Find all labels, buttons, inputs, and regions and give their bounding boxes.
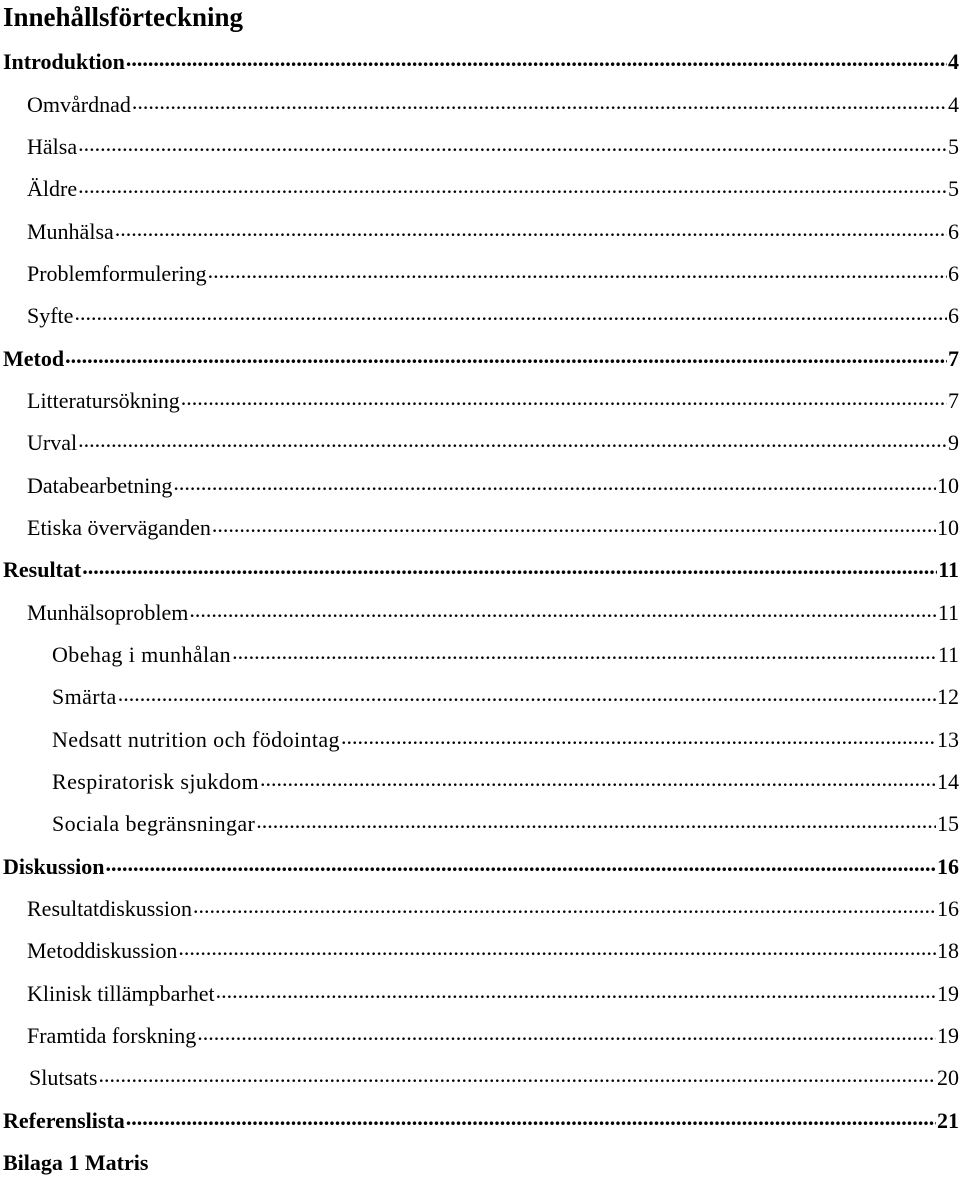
toc-entry-metoddiskussion[interactable] [0, 930, 960, 972]
toc-entry-label: Obehag i munhålan [52, 641, 232, 667]
toc-entry-page: 7 [948, 387, 959, 413]
dot-leader [126, 1108, 936, 1134]
dot-leader [178, 938, 936, 964]
toc-entry-smarta[interactable] [0, 676, 960, 718]
toc-entry-label: Framtida forskning [27, 1023, 197, 1049]
dot-leader [118, 684, 936, 710]
toc-entry-page: 10 [937, 514, 959, 540]
toc-entry-resultat[interactable] [0, 549, 960, 591]
toc-entry-slutsats[interactable] [0, 1057, 960, 1099]
toc-entry-page: 18 [937, 938, 959, 964]
dot-leader [115, 219, 947, 245]
toc-entry-respiratorisk-sjukdom[interactable] [0, 761, 960, 803]
dot-leader [208, 261, 947, 287]
toc-entry-page: 16 [937, 853, 959, 879]
toc-entry-page: 5 [948, 133, 959, 159]
toc-entry-omvardnad[interactable] [0, 83, 960, 125]
dot-leader [78, 176, 947, 202]
dot-leader [216, 981, 936, 1007]
toc-entry-label: Omvårdnad [27, 91, 131, 117]
dot-leader [181, 388, 947, 414]
toc-entry-page: 12 [937, 684, 959, 710]
toc-entry-page: 19 [937, 1023, 959, 1049]
toc-entry-munhalsoproblem[interactable] [0, 591, 960, 633]
dot-leader [82, 557, 937, 583]
toc-entry-label: Smärta [52, 684, 117, 710]
toc-entry-introduktion[interactable] [0, 41, 960, 83]
toc-entry-label: Resultat [3, 557, 82, 583]
table-of-contents [0, 41, 960, 1184]
toc-entry-page: 16 [937, 896, 959, 922]
toc-entry-label: Klinisk tillämpbarhet [27, 980, 215, 1006]
dot-leader [189, 600, 936, 626]
toc-entry-label: Slutsats [29, 1065, 98, 1091]
toc-entry-page: 20 [937, 1065, 959, 1091]
dot-leader [126, 49, 947, 75]
toc-entry-obehag-i-munhalan[interactable] [0, 634, 960, 676]
toc-entry-page: 19 [937, 980, 959, 1006]
toc-entry-label: Munhälsa [27, 218, 114, 244]
toc-entry-page: 14 [937, 769, 959, 795]
toc-entry-label: Resultatdiskussion [27, 896, 193, 922]
dot-leader [193, 896, 936, 922]
toc-entry-page: 21 [937, 1107, 959, 1133]
toc-entry-label: Bilaga 1 Matris [3, 1150, 149, 1176]
toc-entry-bilaga-1-matris[interactable] [0, 1142, 960, 1184]
dot-leader [212, 515, 936, 541]
toc-entry-label: Databearbetning [27, 472, 173, 498]
toc-entry-page: 9 [948, 430, 959, 456]
toc-entry-halsa[interactable] [0, 126, 960, 168]
toc-entry-label: Metod [3, 345, 65, 371]
toc-entry-page: 6 [948, 303, 959, 329]
toc-entry-label: Etiska överväganden [27, 514, 211, 540]
toc-entry-etiska-overvaganden[interactable] [0, 507, 960, 549]
toc-entry-label: Hälsa [27, 133, 78, 159]
toc-entry-page: 15 [937, 811, 959, 837]
toc-entry-resultatdiskussion[interactable] [0, 888, 960, 930]
toc-entry-label: Respiratorisk sjukdom [52, 769, 260, 795]
dot-leader [78, 430, 947, 456]
dot-leader [98, 1065, 936, 1091]
dot-leader [132, 92, 947, 118]
toc-entry-label: Referenslista [3, 1107, 125, 1133]
toc-entry-page: 10 [937, 472, 959, 498]
toc-entry-label: Nedsatt nutrition och födointag [52, 726, 340, 752]
toc-entry-label: Urval [27, 430, 78, 456]
toc-entry-page: 13 [937, 726, 959, 752]
dot-leader [197, 1023, 936, 1049]
dot-leader [256, 811, 936, 837]
toc-entry-databearbetning[interactable] [0, 464, 960, 506]
toc-entry-nedsatt-nutrition[interactable] [0, 719, 960, 761]
dot-leader [65, 346, 947, 372]
toc-entry-diskussion[interactable] [0, 846, 960, 888]
toc-entry-problemformulering[interactable] [0, 253, 960, 295]
dot-leader [173, 473, 936, 499]
dot-leader [74, 303, 947, 329]
toc-entry-page: 4 [948, 91, 959, 117]
dot-leader [341, 727, 936, 753]
toc-entry-page: 6 [948, 218, 959, 244]
dot-leader [232, 642, 937, 668]
toc-entry-label: Syfte [27, 303, 74, 329]
toc-entry-sociala-begransningar[interactable] [0, 803, 960, 845]
toc-entry-page: 11 [937, 641, 959, 667]
toc-entry-page: 7 [948, 345, 959, 371]
toc-entry-label: Metoddiskussion [27, 938, 178, 964]
dot-leader [78, 134, 947, 160]
toc-entry-page: 5 [948, 176, 959, 202]
dot-leader [260, 769, 936, 795]
page-title: Innehållsförteckning [3, 2, 244, 32]
toc-entry-label: Problemformulering [27, 260, 207, 286]
toc-entry-page: 11 [937, 599, 959, 625]
toc-entry-label: Munhälsoproblem [27, 599, 189, 625]
toc-entry-label: Introduktion [3, 49, 125, 75]
toc-entry-klinisk-tillampbarhet[interactable] [0, 973, 960, 1015]
toc-entry-referenslista[interactable] [0, 1100, 960, 1142]
toc-entry-urval[interactable] [0, 422, 960, 464]
toc-entry-label: Diskussion [3, 853, 105, 879]
toc-entry-aldre[interactable] [0, 168, 960, 210]
toc-entry-framtida-forskning[interactable] [0, 1015, 960, 1057]
toc-entry-label: Litteratursökning [27, 387, 180, 413]
dot-leader [106, 854, 936, 880]
toc-entry-munhalsa[interactable] [0, 210, 960, 252]
toc-entry-label: Äldre [27, 176, 78, 202]
toc-entry-metod[interactable] [0, 337, 960, 379]
toc-entry-label: Sociala begränsningar [52, 811, 256, 837]
toc-entry-page: 11 [938, 557, 959, 583]
toc-entry-litteratursokning[interactable] [0, 380, 960, 422]
toc-entry-page: 6 [948, 260, 959, 286]
toc-entry-syfte[interactable] [0, 295, 960, 337]
toc-entry-page: 4 [948, 49, 959, 75]
